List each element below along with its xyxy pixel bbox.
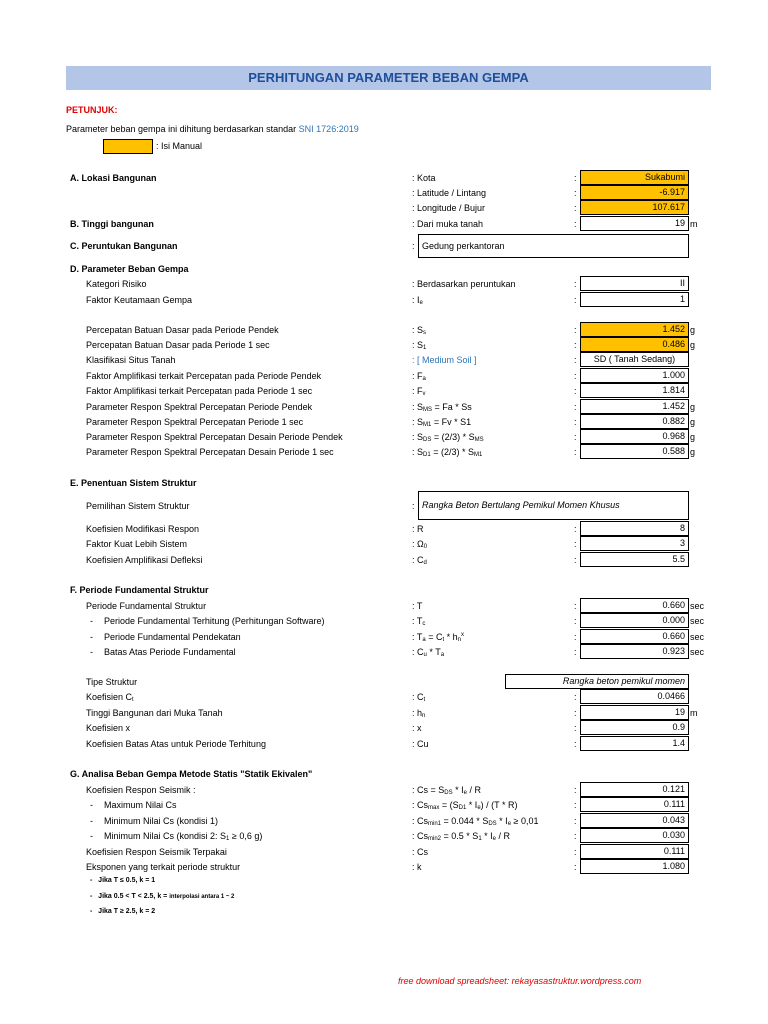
kota-label: : Kota bbox=[412, 173, 436, 183]
sd1-formula: : $S_{D1} = (2/3) * S_{M1}$ bbox=[412, 447, 483, 458]
ta-label: Periode Fundamental Pendekatan bbox=[104, 632, 241, 642]
k-label: Eksponen yang terkait periode struktur bbox=[86, 862, 241, 872]
tc-value[interactable]: 0.000 bbox=[580, 613, 689, 628]
csused-label: Koefisien Respon Seismik Terpakai bbox=[86, 847, 227, 857]
note-1: - Jika T ≤ 0.5, k = 1 bbox=[90, 877, 156, 884]
situs-value[interactable]: SD ( Tanah Sedang) bbox=[580, 352, 689, 367]
title-bar bbox=[66, 66, 711, 90]
cs-label: Koefisien Respon Seismik : bbox=[86, 785, 196, 795]
colon: : bbox=[574, 203, 577, 213]
section-a-heading: A. Lokasi Bangunan bbox=[70, 173, 157, 183]
cuta-bullet: - bbox=[90, 647, 93, 657]
csmax-formula: : $Cs_{max} = (S_{D1} * I_e) / (T * R)$ bbox=[412, 800, 518, 811]
cd-mid-text: : C bbox=[412, 555, 424, 565]
ta-unit: sec bbox=[690, 632, 705, 642]
csused-value: 0.111 bbox=[580, 844, 689, 859]
cu-label: Koefisien Batas Atas untuk Periode Terhitung bbox=[86, 739, 266, 749]
colon: : bbox=[574, 847, 577, 857]
sms-formula: : $S_{MS} = Fa * Ss$ bbox=[412, 402, 472, 413]
pemilihan-label: Pemilihan Sistem Struktur bbox=[86, 501, 190, 511]
ct-label: Koefisien $C_t$ bbox=[86, 692, 134, 703]
intro-text: Parameter beban gempa ini dihitung berdasarkan standar bbox=[66, 124, 297, 134]
fv-symbol: : $F_v$ bbox=[412, 386, 426, 397]
csmin1-bullet: - bbox=[90, 816, 93, 826]
omega-mid: : $\Omega_0$ bbox=[412, 539, 428, 550]
colon: : bbox=[574, 173, 577, 183]
faktor-value: 1 bbox=[580, 292, 689, 307]
s1-unit: g bbox=[690, 340, 696, 350]
csmax-bullet: - bbox=[90, 800, 93, 810]
lat-input[interactable]: -6.917 bbox=[580, 185, 689, 200]
colon: : bbox=[574, 785, 577, 795]
colon: : bbox=[574, 739, 577, 749]
colon: : bbox=[574, 647, 577, 657]
ie-symbol: : $I_e$ bbox=[412, 295, 423, 306]
sd1-unit: g bbox=[690, 447, 696, 457]
colon: : bbox=[574, 432, 577, 442]
kategori-mid: : Berdasarkan peruntukan bbox=[412, 279, 516, 289]
ct-label-text: Koefisien C bbox=[86, 692, 133, 702]
ta-formula: : $T_a = C_t * h_n^x$ bbox=[412, 632, 464, 643]
cs-value: 0.121 bbox=[580, 782, 689, 797]
colon: : bbox=[574, 219, 577, 229]
colon: : bbox=[574, 862, 577, 872]
colon: : bbox=[574, 632, 577, 642]
t-mid: : T bbox=[412, 601, 423, 611]
tc-symbol: : $T_c$ bbox=[412, 616, 426, 627]
csmin2-value: 0.030 bbox=[580, 828, 689, 843]
note-2-text: Jika 0.5 < T < 2.5, k = bbox=[98, 893, 170, 900]
manual-legend-text: : Isi Manual bbox=[156, 141, 203, 151]
ta-value: 0.660 bbox=[580, 629, 689, 644]
tc-unit: sec bbox=[690, 616, 705, 626]
csmin2-bullet: - bbox=[90, 831, 93, 841]
colon: : bbox=[574, 601, 577, 611]
colon: : bbox=[574, 816, 577, 826]
colon: : bbox=[574, 188, 577, 198]
colon: : bbox=[574, 831, 577, 841]
sd1-label: Parameter Respon Spektral Percepatan Desain Periode 1 sec bbox=[86, 447, 334, 457]
s1-symbol: : $S_1$ bbox=[412, 340, 427, 351]
section-c-heading: C. Peruntukan Bangunan bbox=[70, 241, 178, 251]
tinggi-label: : Dari muka tanah bbox=[412, 219, 484, 229]
cu-mid: : Cu bbox=[412, 739, 429, 749]
fv-label: Faktor Amplifikasi terkait Percepatan pada Periode 1 sec bbox=[86, 386, 313, 396]
cuta-formula: : $C_u * T_a$ bbox=[412, 647, 445, 658]
omega-value: 3 bbox=[580, 536, 689, 551]
colon: : bbox=[574, 325, 577, 335]
page-title: PERHITUNGAN PARAMETER BEBAN GEMPA bbox=[248, 70, 529, 85]
lon-label: : Longitude / Bujur bbox=[412, 203, 486, 213]
t-value: 0.660 bbox=[580, 598, 689, 613]
section-d-heading: D. Parameter Beban Gempa bbox=[70, 264, 189, 274]
cuta-unit: sec bbox=[690, 647, 705, 657]
s1-input[interactable]: 0.486 bbox=[580, 337, 689, 352]
hn-label: Tinggi Bangunan dari Muka Tanah bbox=[86, 708, 223, 718]
note-3-text: Jika T ≥ 2.5, k = 2 bbox=[98, 908, 156, 915]
note-2: - Jika 0.5 < T < 2.5, k = interpolasi antara 1 ~ 2 bbox=[90, 893, 235, 900]
hn-value: 19 bbox=[580, 705, 689, 720]
colon: : bbox=[574, 371, 577, 381]
ss-label: Percepatan Batuan Dasar pada Periode Pendek bbox=[86, 325, 279, 335]
fa-label: Faktor Amplifikasi terkait Percepatan pada Periode Pendek bbox=[86, 371, 322, 381]
csmax-value: 0.111 bbox=[580, 797, 689, 812]
sds-label: Parameter Respon Spektral Percepatan Desain Periode Pendek bbox=[86, 432, 343, 442]
section-f-heading: F. Periode Fundamental Struktur bbox=[70, 585, 209, 595]
colon: : bbox=[574, 800, 577, 810]
cd-value: 5.5 bbox=[580, 552, 689, 567]
section-b-heading: B. Tinggi bangunan bbox=[70, 219, 154, 229]
colon: : bbox=[574, 417, 577, 427]
ss-input[interactable]: 1.452 bbox=[580, 322, 689, 337]
colon: : bbox=[574, 539, 577, 549]
tc-label: Periode Fundamental Terhitung (Perhitungan Software) bbox=[104, 616, 325, 626]
t-unit: sec bbox=[690, 601, 705, 611]
omega-mid-text: : Ω bbox=[412, 539, 424, 549]
sds-formula-text: = (2/3) * S bbox=[433, 432, 475, 442]
note-3: - Jika T ≥ 2.5, k = 2 bbox=[90, 908, 156, 915]
kategori-value: II bbox=[580, 276, 689, 291]
colon: : bbox=[574, 616, 577, 626]
colon: : bbox=[574, 340, 577, 350]
colon: : bbox=[574, 723, 577, 733]
section-e-heading: E. Penentuan Sistem Struktur bbox=[70, 478, 197, 488]
k-value: 1.080 bbox=[580, 859, 689, 874]
sm1-label: Parameter Respon Spektral Percepatan Periode 1 sec bbox=[86, 417, 304, 427]
section-g-heading: G. Analisa Beban Gempa Metode Statis "Statik Ekivalen" bbox=[70, 769, 313, 779]
fa-symbol: : $F_a$ bbox=[412, 371, 426, 382]
cd-label: Koefisien Amplifikasi Defleksi bbox=[86, 555, 203, 565]
lon-input[interactable]: 107.617 bbox=[580, 200, 689, 215]
cuta-label: Batas Atas Periode Fundamental bbox=[104, 647, 236, 657]
sm1-unit: g bbox=[690, 417, 696, 427]
csmin2-label: Minimum Nilai Cs (kondisi 2: $S_1 \ge 0,6$ g) bbox=[104, 831, 263, 842]
r-mid: : R bbox=[412, 524, 424, 534]
csmax-label: Maximum Nilai Cs bbox=[104, 800, 177, 810]
sms-unit: g bbox=[690, 402, 696, 412]
tipe-label: Tipe Struktur bbox=[86, 677, 138, 687]
sm1-formula-text: = Fv * S1 bbox=[433, 417, 472, 427]
hn-symbol: : $h_n$ bbox=[412, 708, 426, 719]
cs-formula: : $Cs = S_{DS} * I_e / R$ bbox=[412, 785, 481, 796]
colon: : bbox=[574, 295, 577, 305]
peruntukan-value: Gedung perkantoran bbox=[418, 234, 689, 258]
fv-value: 1.814 bbox=[580, 383, 689, 398]
sds-formula: : $S_{DS} = (2/3) * S_{MS}$ bbox=[412, 432, 484, 443]
ct-symbol: : $C_t$ bbox=[412, 692, 426, 703]
pemilihan-value[interactable]: Rangka Beton Bertulang Pemikul Momen Khusus bbox=[418, 491, 689, 520]
ct-value: 0.0466 bbox=[580, 689, 689, 704]
sm1-value: 0.882 bbox=[580, 414, 689, 429]
csused-mid: : Cs bbox=[412, 847, 429, 857]
s1-label: Percepatan Batuan Dasar pada Periode 1 sec bbox=[86, 340, 270, 350]
tinggi-unit: m bbox=[690, 219, 698, 229]
k-mid: : k bbox=[412, 862, 422, 872]
note-2-interp: interpolasi antara 1 ~ 2 bbox=[169, 894, 235, 900]
r-value: 8 bbox=[580, 521, 689, 536]
colon: : bbox=[412, 241, 415, 251]
omega-label: Faktor Kuat Lebih Sistem bbox=[86, 539, 188, 549]
sds-value: 0.968 bbox=[580, 429, 689, 444]
colon: : bbox=[574, 555, 577, 565]
sms-label: Parameter Respon Spektral Percepatan Periode Pendek bbox=[86, 402, 313, 412]
lat-label: : Latitude / Lintang bbox=[412, 188, 487, 198]
note-1-text: Jika T ≤ 0.5, k = 1 bbox=[98, 877, 156, 884]
ta-bullet: - bbox=[90, 632, 93, 642]
colon: : bbox=[574, 355, 577, 365]
kota-input[interactable]: Sukabumi bbox=[580, 170, 689, 185]
cd-mid: : $C_d$ bbox=[412, 555, 427, 566]
csmin1-label: Minimum Nilai Cs (kondisi 1) bbox=[104, 816, 219, 826]
faktor-label: Faktor Keutamaan Gempa bbox=[86, 295, 193, 305]
tinggi-value: 19 bbox=[580, 216, 689, 231]
r-label: Koefisien Modifikasi Respon bbox=[86, 524, 200, 534]
situs-label: Klasifikasi Situs Tanah bbox=[86, 355, 176, 365]
csmin2-formula: : $Cs_{min2} = 0.5 * S_1 * I_e / R$ bbox=[412, 831, 511, 842]
petunjuk-label: PETUNJUK: bbox=[66, 105, 118, 115]
colon: : bbox=[574, 708, 577, 718]
colon: : bbox=[574, 524, 577, 534]
sms-value: 1.452 bbox=[580, 399, 689, 414]
x-mid: : x bbox=[412, 723, 422, 733]
colon: : bbox=[574, 386, 577, 396]
sms-formula-text: = Fa * Ss bbox=[434, 402, 472, 412]
colon: : bbox=[574, 447, 577, 457]
csmin1-value: 0.043 bbox=[580, 813, 689, 828]
sd1-formula-text: = (2/3) * S bbox=[433, 447, 474, 457]
petunjuk-intro bbox=[66, 124, 359, 134]
x-value: 0.9 bbox=[580, 720, 689, 735]
ss-symbol: : $S_s$ bbox=[412, 325, 427, 336]
cuta-value: 0.923 bbox=[580, 644, 689, 659]
csmin1-formula: : $Cs_{min1} = 0.044 * S_{DS} * I_e \ge 0,01$ bbox=[412, 816, 539, 827]
fa-value: 1.000 bbox=[580, 368, 689, 383]
tipe-value[interactable]: Rangka beton pemikul momen bbox=[505, 674, 689, 689]
colon: : bbox=[574, 279, 577, 289]
sm1-formula: : $S_{M1} = Fv * S1$ bbox=[412, 417, 472, 428]
cu-value: 1.4 bbox=[580, 736, 689, 751]
colon: : bbox=[574, 692, 577, 702]
ss-unit: g bbox=[690, 325, 696, 335]
t-label: Periode Fundamental Struktur bbox=[86, 601, 207, 611]
sds-unit: g bbox=[690, 432, 696, 442]
hn-unit: m bbox=[690, 708, 698, 718]
csmin2-label-text: Minimum Nilai Cs (kondisi 2: S bbox=[104, 831, 227, 841]
kategori-label: Kategori Risiko bbox=[86, 279, 147, 289]
manual-legend-swatch bbox=[103, 139, 153, 154]
colon: : bbox=[574, 402, 577, 412]
colon: : bbox=[412, 501, 415, 511]
footer-link[interactable]: free download spreadsheet: rekayasastruktur.wordpress.com bbox=[398, 976, 642, 986]
tc-bullet: - bbox=[90, 616, 93, 626]
x-label: Koefisien x bbox=[86, 723, 131, 733]
standard-ref: SNI 1726:2019 bbox=[298, 124, 359, 134]
sd1-value: 0.588 bbox=[580, 444, 689, 459]
situs-mid: : [ Medium Soil ] bbox=[412, 355, 477, 365]
